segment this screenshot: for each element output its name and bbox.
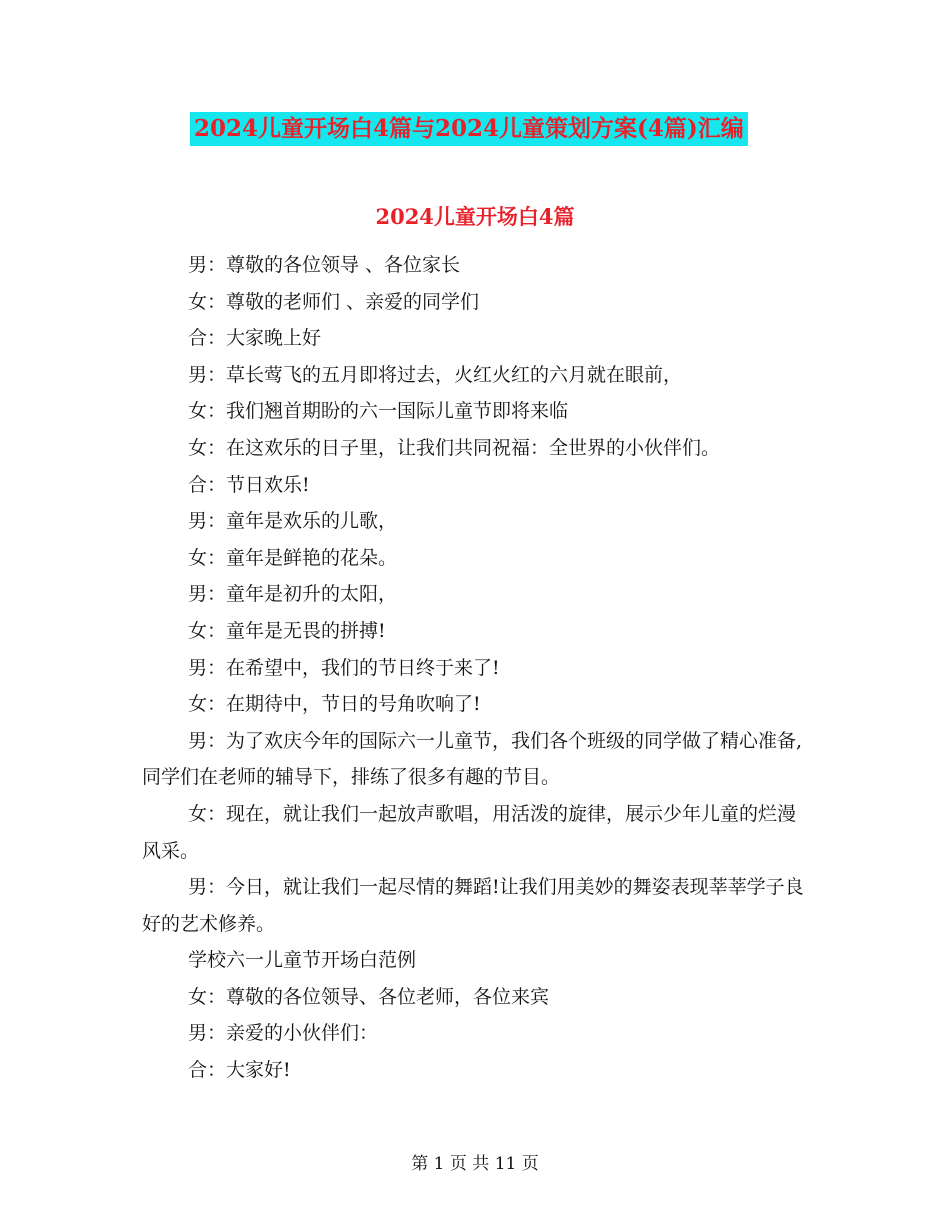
paragraph: 女：在期待中，节日的号角吹响了!: [188, 693, 481, 716]
document-body: [142, 247, 810, 1089]
paragraph: 学校六一儿童节开场白范例: [188, 949, 417, 972]
paragraph: 女：现在，就让我们一起放声歌唱，用活泼的旋律，展示少年儿童的烂漫风采。: [142, 802, 797, 862]
paragraph: 女：童年是鲜艳的花朵。: [188, 546, 398, 569]
paragraph: 男：为了欢庆今年的国际六一儿童节，我们各个班级的同学做了精心准备,同学们在老师的辅导下，排练了很多有趣的节目。: [142, 729, 803, 789]
page-footer: 第 1 页 共 11 页: [411, 1154, 539, 1174]
paragraph: 男：草长莺飞的五月即将过去，火红火红的六月就在眼前，: [188, 363, 683, 386]
paragraph: 男：今日，就让我们一起尽情的舞蹈!让我们用美妙的舞姿表现莘莘学子良好的艺术修养。: [142, 876, 804, 935]
paragraph: 女：我们翘首期盼的六一国际儿童节即将来临: [188, 400, 569, 423]
paragraph: 合：大家好!: [188, 1059, 291, 1082]
paragraph: 男：亲爱的小伙伴们：: [188, 1022, 379, 1045]
paragraph: 女：尊敬的老师们 、亲爱的同学们: [188, 290, 480, 313]
paragraph: 男：童年是欢乐的儿歌，: [188, 510, 398, 533]
paragraph: 女：尊敬的各位领导、各位老师，各位来宾: [188, 985, 550, 1008]
paragraph: 男：童年是初升的太阳，: [188, 583, 398, 606]
document-title: 2024儿童开场白4篇与2024儿童策划方案(4篇)汇编: [190, 112, 748, 146]
paragraph: 合：大家晚上好: [188, 327, 322, 350]
paragraph: 合：节日欢乐!: [188, 473, 310, 496]
section-title: 2024儿童开场白4篇: [375, 204, 575, 229]
paragraph: 女：在这欢乐的日子里，让我们共同祝福：全世界的小伙伴们。: [188, 436, 721, 459]
paragraph: 男：尊敬的各位领导 、各位家长: [188, 254, 461, 276]
paragraph: 女：童年是无畏的拼搏!: [188, 619, 386, 642]
paragraph: 男：在希望中，我们的节日终于来了!: [188, 656, 500, 679]
